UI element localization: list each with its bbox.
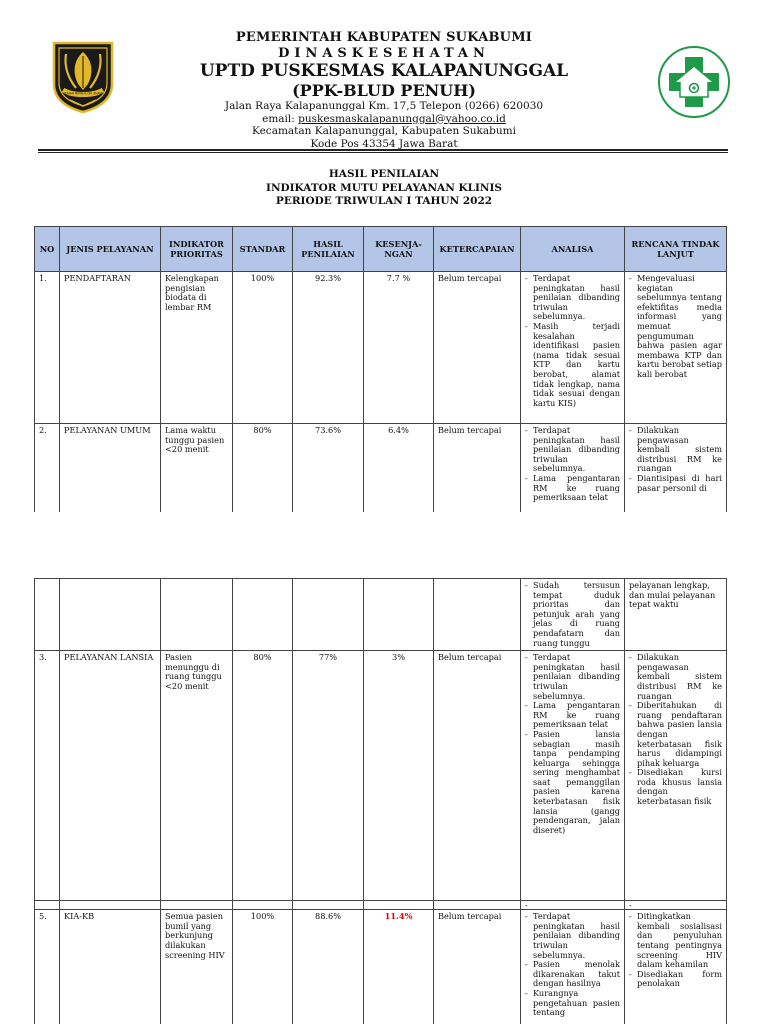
cell-no: 2. bbox=[35, 424, 60, 513]
cell-jenis: PENDAFTARAN bbox=[60, 272, 161, 424]
cell-standar: 80% bbox=[233, 424, 293, 513]
letterhead bbox=[180, 30, 588, 150]
cell-indikator: Kelengkapan pengisian biodata di lembar RM bbox=[161, 272, 233, 424]
cell-kesenjangan bbox=[364, 579, 434, 651]
rencana-item: - Diberitahukan di ruang pendaftaran bahwa pasien lansia dengan keterbatasan fisik harus didampingi pihak keluarga bbox=[629, 701, 722, 768]
header-hasil: HASIL PENILAIAN bbox=[293, 227, 364, 272]
puskesmas-logo bbox=[657, 45, 731, 119]
cell-hasil: 92.3% bbox=[293, 272, 364, 424]
cell-analisa bbox=[521, 424, 625, 513]
header-no: NO bbox=[35, 227, 60, 272]
cell-jenis bbox=[60, 579, 161, 651]
indicator-table-1 bbox=[34, 226, 727, 512]
cell-no: 5. bbox=[35, 910, 60, 1024]
cell-kesenjangan bbox=[364, 901, 434, 910]
letterhead-divider bbox=[38, 149, 728, 153]
cell-ketercapaian: Belum tercapai bbox=[434, 272, 521, 424]
header-ketercapaian: KETERCAPAIAN bbox=[434, 227, 521, 272]
institution-status: (PPK-BLUD PENUH) bbox=[292, 81, 476, 100]
kabupaten-sukabumi-logo bbox=[50, 40, 116, 114]
government-name: PEMERINTAH KABUPATEN SUKABUMI bbox=[235, 30, 533, 45]
institution-name: UPTD PUSKESMAS KALAPANUNGGAL bbox=[199, 61, 569, 81]
table-row bbox=[35, 901, 727, 910]
header-indikator: INDIKATOR PRIORITAS bbox=[161, 227, 233, 272]
table-header-row bbox=[35, 227, 727, 272]
cell-kesenjangan: 6.4% bbox=[364, 424, 434, 513]
cell-standar: 100% bbox=[233, 910, 293, 1024]
cell-indikator bbox=[161, 901, 233, 910]
cell-jenis bbox=[60, 901, 161, 910]
postal-line: Kode Pos 43354 Jawa Barat bbox=[310, 137, 458, 150]
cell-analisa: - bbox=[521, 901, 625, 910]
cell-standar: 80% bbox=[233, 651, 293, 901]
address-line: Jalan Raya Kalapanunggal Km. 17,5 Telepon (0266) 620030 bbox=[224, 100, 544, 112]
cell-rencana: pelayanan lengkap, dan mulai pelayanan tepat waktu bbox=[625, 579, 727, 651]
title-line-1: HASIL PENILAIAN bbox=[328, 168, 440, 180]
cell-hasil: 77% bbox=[293, 651, 364, 901]
cell-ketercapaian bbox=[434, 579, 521, 651]
cell-hasil bbox=[293, 901, 364, 910]
cell-analisa bbox=[521, 651, 625, 901]
cell-standar bbox=[233, 901, 293, 910]
rencana-item: - Disediakan form penolakan bbox=[629, 970, 722, 989]
analisa-item: - Pasien menolak dikarenakan takut dengan hasilnya bbox=[525, 960, 620, 989]
email-label: email: bbox=[262, 112, 299, 125]
cell-jenis: PELAYANAN UMUM bbox=[60, 424, 161, 513]
cell-standar: 100% bbox=[233, 272, 293, 424]
analisa-item: - Masih terjadi kesalahan identifikasi pasien (nama tidak sesuai KTP dan kartu berobat, alamat tidak lengkap, nama tidak sesuai dengan kartu KIS) bbox=[525, 322, 620, 408]
title-line-2: INDIKATOR MUTU PELAYANAN KLINIS bbox=[266, 181, 502, 194]
cell-rencana: - bbox=[625, 901, 727, 910]
cell-hasil bbox=[293, 579, 364, 651]
rencana-item: - Dilakukan pengawasan kembali sistem distribusi RM ke ruangan bbox=[629, 426, 722, 474]
cell-analisa bbox=[521, 910, 625, 1024]
title-line-3: PERIODE TRIWULAN I TAHUN 2022 bbox=[275, 195, 493, 207]
header-rencana: RENCANA TINDAK LANJUT bbox=[625, 227, 727, 272]
analisa-item: - Lama pengantaran RM ke ruang pemeriksaan telat bbox=[525, 474, 620, 503]
cell-kesenjangan: 3% bbox=[364, 651, 434, 901]
table-row bbox=[35, 579, 727, 651]
cell-analisa bbox=[521, 579, 625, 651]
cell-indikator bbox=[161, 579, 233, 651]
header-jenis: JENIS PELAYANAN bbox=[60, 227, 161, 272]
cell-indikator: Pasien menunggu di ruang tunggu <20 menit bbox=[161, 651, 233, 901]
analisa-item: - Terdapat peningkatan hasil penilaian dibanding triwulan sebelumnya. bbox=[525, 653, 620, 701]
cell-analisa bbox=[521, 272, 625, 424]
cell-standar bbox=[233, 579, 293, 651]
rencana-item: - Ditingkatkan kembali sosialisasi dan penyuluhan tentang pentingnya screening HIV dalam kehamilan bbox=[629, 912, 722, 970]
cell-rencana bbox=[625, 910, 727, 1024]
header-standar: STANDAR bbox=[233, 227, 293, 272]
cell-ketercapaian: Belum tercapai bbox=[434, 651, 521, 901]
cell-kesenjangan: 11.4% bbox=[364, 910, 434, 1024]
analisa-item: - Terdapat peningkatan hasil penilaian dibanding triwulan sebelumnya. bbox=[525, 912, 620, 960]
department-name: DINASKESEHATAN bbox=[278, 46, 490, 61]
analisa-item: - Lama pengantaran RM ke ruang pemeriksaan telat bbox=[525, 701, 620, 730]
cell-rencana bbox=[625, 272, 727, 424]
cell-ketercapaian: Belum tercapai bbox=[434, 910, 521, 1024]
cell-no bbox=[35, 579, 60, 651]
table-section-2 bbox=[30, 576, 730, 1024]
cell-ketercapaian: Belum tercapai bbox=[434, 424, 521, 513]
cell-rencana bbox=[625, 424, 727, 513]
table-section-1 bbox=[30, 224, 730, 512]
cell-indikator: Lama waktu tunggu pasien <20 menit bbox=[161, 424, 233, 513]
header-kesenjangan: KESENJA-NGAN bbox=[364, 227, 434, 272]
cell-kesenjangan: 7.7 % bbox=[364, 272, 434, 424]
table-row bbox=[35, 910, 727, 1024]
cell-hasil: 73.6% bbox=[293, 424, 364, 513]
cell-no: 3. bbox=[35, 651, 60, 901]
table-row bbox=[35, 424, 727, 513]
analisa-item: - Terdapat peningkatan hasil penilaian dibanding triwulan sebelumnya. bbox=[525, 274, 620, 322]
indicator-table-2 bbox=[34, 578, 727, 1024]
analisa-item: - Kurangnya pengetahuan pasien tentang bbox=[525, 989, 620, 1018]
analisa-item: - Pasien lansia sebagian masih tanpa pendamping keluarga sehingga sering menghambat saat pemanggilan pasien karena keterbatasan fisik lansia (gangg pendengaran, jalan diseret) bbox=[525, 730, 620, 836]
logo-motto: GEMAH RIPAH LOH JINAWI bbox=[62, 91, 104, 96]
table-row bbox=[35, 272, 727, 424]
cell-jenis: KIA-KB bbox=[60, 910, 161, 1024]
rencana-item: - Mengevaluasi kegiatan sebelumnya tentang efektifitas media informasi yang memuat pengumuman bahwa pasien agar membawa KTP dan kartu berobat setiap kali berobat bbox=[629, 274, 722, 380]
cell-hasil: 88.6% bbox=[293, 910, 364, 1024]
header-analisa: ANALISA bbox=[521, 227, 625, 272]
cell-no bbox=[35, 901, 60, 910]
email-line bbox=[180, 113, 588, 126]
analisa-item: - Sudah tersusun tempat duduk prioritas dan petunjuk arah yang jelas di ruang pendafatarn dan ruang tunggu bbox=[525, 581, 620, 648]
email-link[interactable]: puskesmaskalapanunggal@yahoo.co.id bbox=[298, 112, 506, 125]
rencana-item: - Dilakukan pengawasan kembali sistem distribusi RM ke ruangan bbox=[629, 653, 722, 701]
rencana-item: - Diantisipasi di hari pasar personil di bbox=[629, 474, 722, 493]
cell-rencana bbox=[625, 651, 727, 901]
cell-indikator: Semua pasien bumil yang berkunjung dilakukan screening HIV bbox=[161, 910, 233, 1024]
cell-no: 1. bbox=[35, 272, 60, 424]
rencana-item: - Disediakan kursi roda khusus lansia dengan keterbatasan fisik bbox=[629, 768, 722, 806]
table-row bbox=[35, 651, 727, 901]
cell-jenis: PELAYANAN LANSIA bbox=[60, 651, 161, 901]
document-title bbox=[180, 168, 588, 209]
district-line: Kecamatan Kalapanunggal, Kabupaten Sukabumi bbox=[252, 125, 516, 137]
analisa-item: - Terdapat peningkatan hasil penilaian dibanding triwulan sebelumnya. bbox=[525, 426, 620, 474]
cell-ketercapaian bbox=[434, 901, 521, 910]
